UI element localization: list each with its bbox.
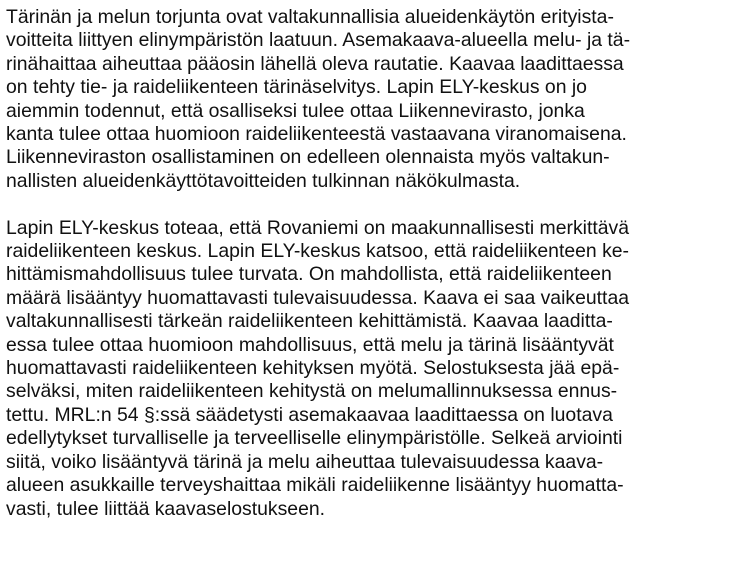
text-line: selväksi, miten raideliikenteen kehitystä on melumallinnuksessa ennus- [6, 380, 618, 403]
text-line: tettu. MRL:n 54 §:ssä säädetysti asemakaavaa laadittaessa on luotava [6, 403, 613, 426]
text-line: on tehty tie- ja raideliikenteen tärinäselvitys. Lapin ELY-keskus on jo [6, 76, 587, 99]
text-line: Liikenneviraston osallistaminen on edelleen olennaista myös valtakun- [6, 146, 610, 169]
text-line: siitä, voiko lisääntyvä tärinä ja melu aiheuttaa tulevaisuudessa kaava- [6, 450, 604, 473]
paragraph-noise-vibration [6, 6, 742, 193]
text-line: Tärinän ja melun torjunta ovat valtakunnallisia alueidenkäytön erityista- [6, 6, 614, 28]
text-line: alueen asukkaille terveyshaittaa mikäli raideliikenne lisääntyy huomatta- [6, 474, 624, 497]
paragraph-rail-traffic [6, 217, 742, 521]
text-line: vasti, tulee liittää kaavaselostukseen. [6, 497, 326, 520]
document-body [6, 6, 742, 521]
text-line: aiemmin todennut, että osalliseksi tulee ottaa Liikennevirasto, jonka [6, 99, 585, 122]
text-line: valtakunnallisesti tärkeän raideliikenteen kehittämistä. Kaavaa laadittа- [6, 310, 613, 333]
text-line: essa tulee ottaa huomioon mahdollisuus, että melu ja tärinä lisääntyvät [6, 333, 614, 356]
text-line: edellytykset turvalliselle ja terveelliselle elinympäristölle. Selkeä arviointi [6, 427, 623, 450]
paragraph-spacer [6, 193, 742, 216]
text-line: nallisten alueidenkäyttötavoitteiden tulkinnan näkökulmasta. [6, 169, 521, 192]
text-line: kanta tulee ottaa huomioon raideliikenteestä vastaavana viranomaisena. [6, 123, 627, 146]
text-line: huomattavasti raideliikenteen kehityksen myötä. Selostuksesta jää epä- [6, 357, 620, 380]
text-line: hittämismahdollisuus tulee turvata. On mahdollista, että raideliikenteen [6, 263, 612, 286]
text-line: Lapin ELY-keskus toteaa, että Rovaniemi on maakunnallisesti merkittävä [6, 216, 629, 239]
text-line: määrä lisääntyy huomattavasti tulevaisuudessa. Kaava ei saa vaikeuttaa [6, 286, 630, 309]
text-line: voitteita liittyen elinympäristön laatuun. Asemakaava-alueella melu- ja tä- [6, 29, 631, 52]
text-line: rinähaittaa aiheuttaa pääosin lähellä oleva rautatie. Kaavaa laadittaessa [6, 52, 624, 75]
text-line: raideliikenteen keskus. Lapin ELY-keskus katsoo, että raideliikenteen ke- [6, 240, 630, 263]
